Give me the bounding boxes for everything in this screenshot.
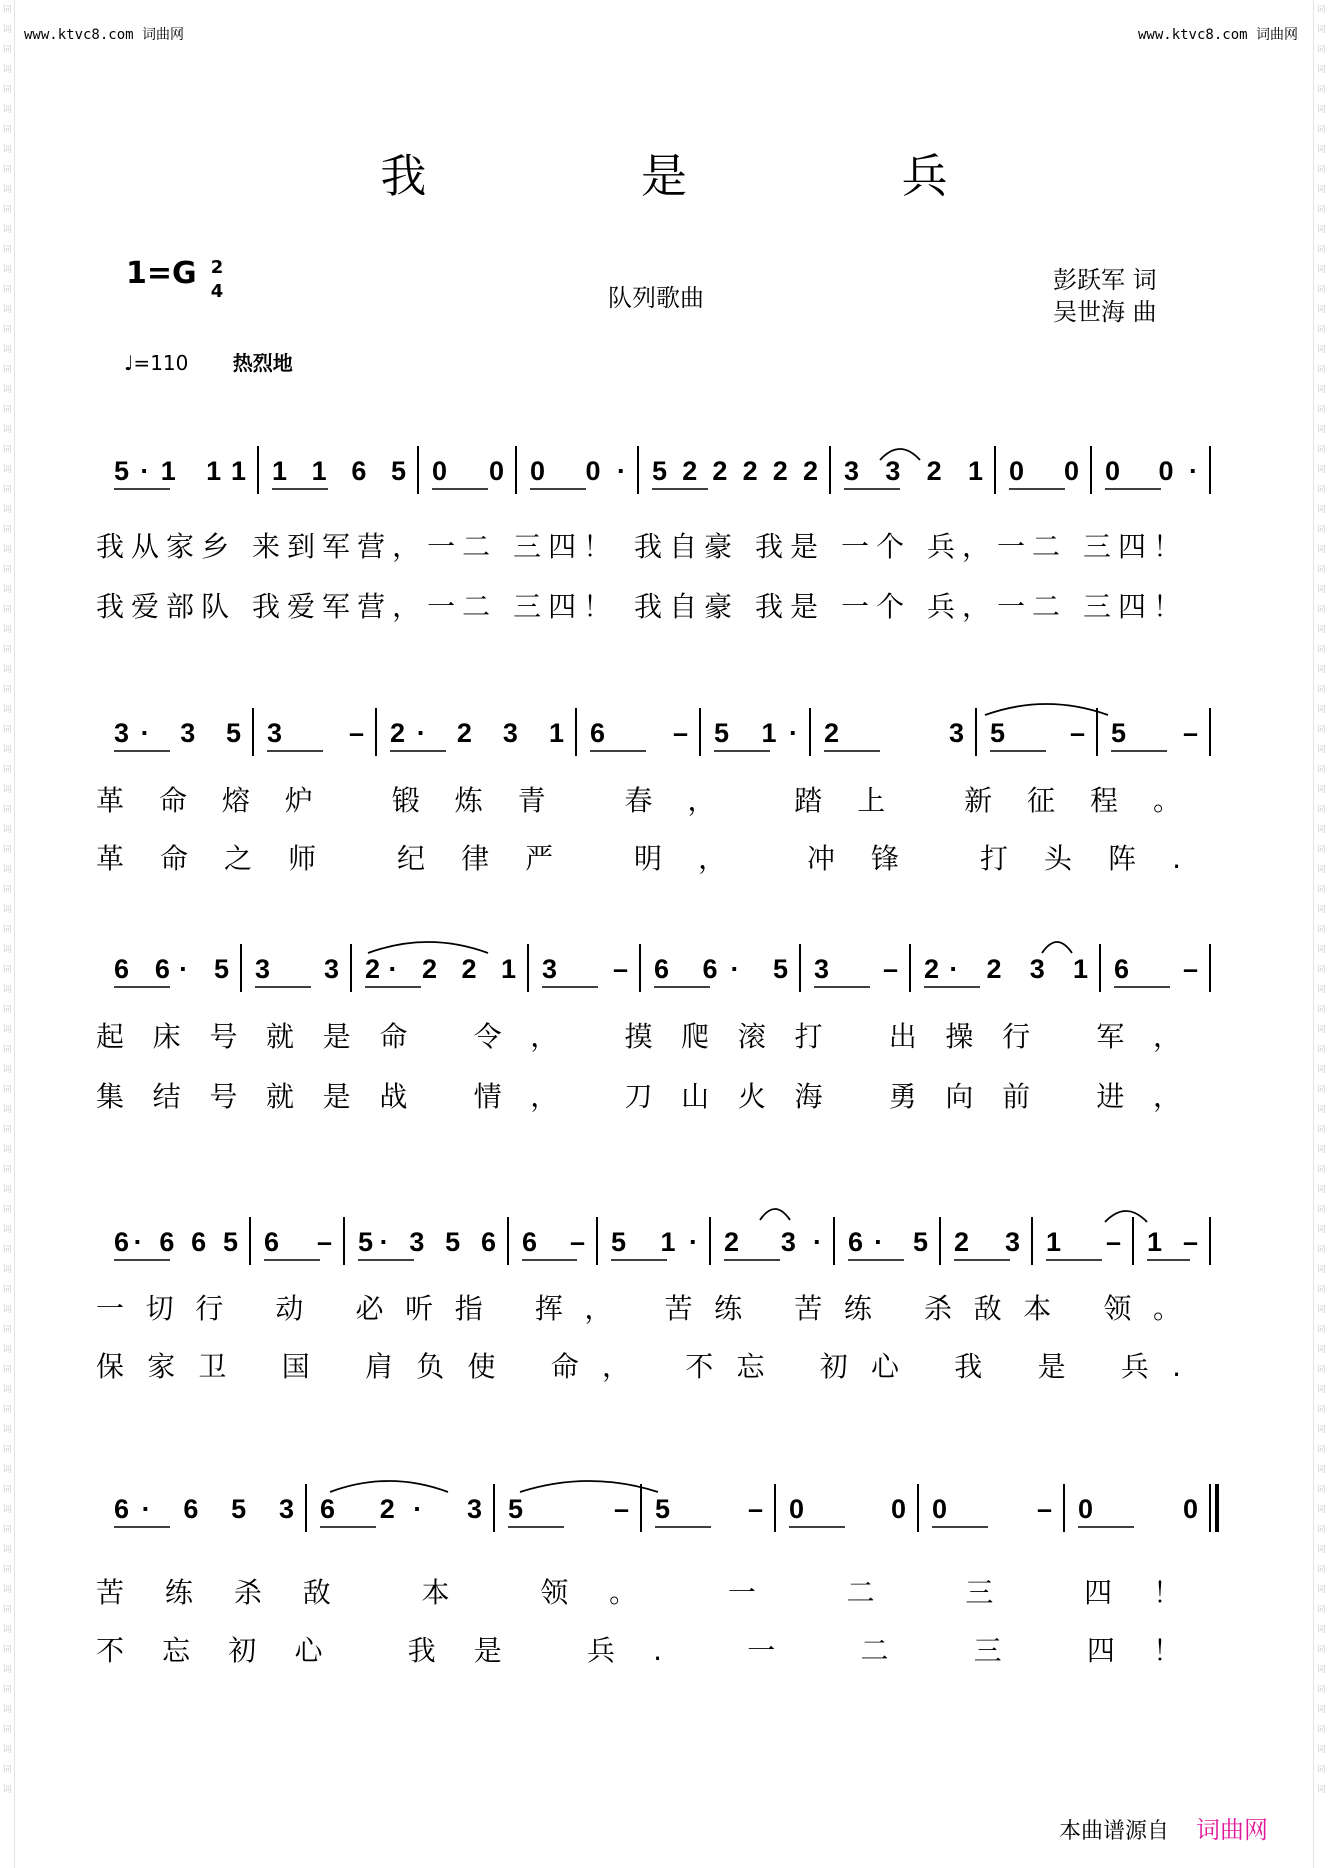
watermark-glyph: 词 (1316, 1285, 1326, 1295)
watermark-glyph: 词 (1316, 245, 1326, 255)
composer: 吴世海 曲 (1053, 298, 1157, 326)
watermark-glyph: 词 (1316, 1545, 1326, 1555)
watermark-glyph: 词 (1316, 1465, 1326, 1475)
watermark-glyph: 词 (2, 365, 12, 375)
measure-notes: 2· 2 2 1 (365, 954, 516, 984)
watermark-glyph: 词 (1316, 865, 1326, 875)
watermark-glyph: 词 (1316, 1165, 1326, 1175)
watermark-glyph: 词 (1316, 825, 1326, 835)
key-signature: 1=G (126, 256, 197, 291)
lyrics-verse-1: 一切行 动 必听指 挥， 苦练 苦练 杀敌本 领。 (96, 1292, 1181, 1325)
watermark-glyph: 词 (1316, 1525, 1326, 1535)
watermark-glyph: 词 (2, 905, 12, 915)
measure-notes: 6· 5 (848, 1227, 928, 1257)
watermark-glyph: 词 (2, 945, 12, 955)
slur (985, 704, 1108, 715)
measure-notes: 1 – (1147, 1227, 1198, 1257)
watermark-glyph: 词 (2, 1285, 12, 1295)
watermark-glyph: 词 (2, 1185, 12, 1195)
watermark-glyph: 词 (2, 105, 12, 115)
watermark-glyph: 词 (1316, 705, 1326, 715)
watermark-glyph: 词 (2, 1365, 12, 1375)
watermark-glyph: 词 (2, 225, 12, 235)
watermark-glyph: 词 (1316, 805, 1326, 815)
measure-notes: 5 – (1111, 718, 1198, 748)
site-label-right[interactable]: www.ktvc8.com 词曲网 (1137, 27, 1298, 43)
watermark-glyph: 词 (1316, 785, 1326, 795)
watermark-glyph: 词 (1316, 1745, 1326, 1755)
measure-notes: 2· 2 3 1 (390, 718, 564, 748)
watermark-glyph: 词 (1316, 305, 1326, 315)
watermark-glyph: 词 (1316, 265, 1326, 275)
watermark-glyph: 词 (2, 1085, 12, 1095)
watermark-glyph: 词 (1316, 485, 1326, 495)
watermark-glyph: 词 (1316, 205, 1326, 215)
measure-notes: 0 0 (1078, 1494, 1198, 1524)
slur (520, 1481, 658, 1492)
watermark-glyph: 词 (1316, 1785, 1326, 1795)
measure-notes: 1 – (1046, 1227, 1121, 1257)
watermark-glyph: 词 (2, 1605, 12, 1615)
watermark-glyph: 词 (2, 645, 12, 655)
measure-notes: 3 – (814, 954, 898, 984)
watermark-glyph: 词 (1316, 325, 1326, 335)
watermark-glyph: 词 (1316, 125, 1326, 135)
measure-notes: 0 – (932, 1494, 1052, 1524)
measure-notes: 3 3 2 1 (844, 456, 983, 486)
watermark-glyph: 词 (1316, 1065, 1326, 1075)
watermark-glyph: 词 (2, 1305, 12, 1315)
watermark-glyph: 词 (2, 205, 12, 215)
watermark-glyph: 词 (2, 125, 12, 135)
watermark-glyph: 词 (2, 185, 12, 195)
watermark-glyph: 词 (1316, 1625, 1326, 1635)
watermark-glyph: 词 (1316, 885, 1326, 895)
watermark-glyph: 词 (1316, 1505, 1326, 1515)
watermark-glyph: 词 (2, 825, 12, 835)
watermark-glyph: 词 (1316, 525, 1326, 535)
watermark-glyph: 词 (1316, 5, 1326, 15)
watermark-glyph: 词 (2, 1445, 12, 1455)
watermark-glyph: 词 (1316, 1305, 1326, 1315)
watermark-glyph: 词 (1316, 625, 1326, 635)
watermark-glyph: 词 (1316, 585, 1326, 595)
measure-notes: 0 0· (530, 456, 626, 486)
watermark-glyph: 词 (1316, 1185, 1326, 1195)
watermark-glyph: 词 (1316, 405, 1326, 415)
watermark-glyph: 词 (2, 725, 12, 735)
watermark-glyph: 词 (1316, 365, 1326, 375)
watermark-glyph: 词 (2, 385, 12, 395)
tempo-value: ♩=110 (124, 351, 189, 375)
lyrics-verse-2: 保家卫 国 肩负使 命， 不忘 初心 我 是 兵. (96, 1350, 1181, 1383)
measure-notes: 0 0 (432, 456, 504, 486)
watermark-glyph: 词 (2, 1645, 12, 1655)
watermark-glyph: 词 (2, 1505, 12, 1515)
watermark-glyph: 词 (1316, 1445, 1326, 1455)
watermark-glyph: 词 (2, 765, 12, 775)
footer-source-label: 本曲谱源自 (1058, 1819, 1169, 1844)
watermark-glyph: 词 (2, 505, 12, 515)
watermark-glyph: 词 (1316, 165, 1326, 175)
watermark-glyph: 词 (2, 485, 12, 495)
watermark-glyph: 词 (2, 1405, 12, 1415)
measure-notes: 6· 6 5 3 (114, 1494, 294, 1524)
lyrics-verse-2: 我爱部队 我爱军营，一二 三四！ 我自豪 我是 一个 兵，一二 三四！ (96, 590, 1182, 623)
watermark-glyph: 词 (1316, 1565, 1326, 1575)
watermark-glyph: 词 (2, 585, 12, 595)
watermark-glyph: 词 (1316, 745, 1326, 755)
watermark-glyph: 词 (2, 25, 12, 35)
watermark-glyph: 词 (1316, 105, 1326, 115)
watermark-glyph: 词 (2, 345, 12, 355)
watermark-glyph: 词 (2, 1545, 12, 1555)
slur (368, 942, 488, 953)
watermark-glyph: 词 (2, 705, 12, 715)
watermark-glyph: 词 (2, 1145, 12, 1155)
watermark-glyph: 词 (2, 1745, 12, 1755)
watermark-glyph: 词 (1316, 385, 1326, 395)
measure-notes: 6 – (522, 1227, 585, 1257)
measure-notes: 2 3· (724, 1227, 822, 1257)
slur (760, 1209, 790, 1220)
measure-notes: 5 2 2 2 2 2 (652, 456, 818, 486)
measure-notes: 6 – (1114, 954, 1198, 984)
watermark-glyph: 词 (1316, 645, 1326, 655)
footer-brand[interactable]: 词曲网 (1196, 1816, 1268, 1844)
watermark-glyph: 词 (1316, 725, 1326, 735)
watermark-glyph: 词 (1316, 345, 1326, 355)
watermark-glyph: 词 (1316, 185, 1326, 195)
measure-notes: 3 3 (255, 954, 339, 984)
watermark-glyph: 词 (1316, 1405, 1326, 1415)
watermark-glyph: 词 (2, 5, 12, 15)
watermark-glyph: 词 (2, 865, 12, 875)
measure-notes: 3 – (267, 718, 364, 748)
slur (1042, 942, 1072, 953)
time-signature-bottom: 4 (210, 281, 224, 302)
watermark-glyph: 词 (1316, 605, 1326, 615)
measure-notes: 6 2· 3 (320, 1494, 482, 1524)
watermark-glyph: 词 (1316, 1765, 1326, 1775)
watermark-glyph: 词 (2, 1225, 12, 1235)
watermark-glyph: 词 (1316, 1245, 1326, 1255)
watermark-glyph: 词 (2, 1105, 12, 1115)
watermark-glyph: 词 (1316, 1485, 1326, 1495)
watermark-glyph: 词 (2, 525, 12, 535)
watermark-glyph: 词 (1316, 845, 1326, 855)
watermark-glyph: 词 (1316, 565, 1326, 575)
lyrics-verse-2: 革命之师 纪律严 明， 冲锋 打头阵. (96, 842, 1181, 875)
watermark-glyph: 词 (2, 1485, 12, 1495)
watermark-glyph: 词 (1316, 1645, 1326, 1655)
watermark-glyph: 词 (1316, 25, 1326, 35)
lyrics-verse-2: 集结号就是战 情， 刀山火海 勇向前 进， (96, 1080, 1181, 1113)
measure-notes: 2 3 (824, 718, 964, 748)
watermark-glyph: 词 (2, 1165, 12, 1175)
measure-notes: 3· 3 5 (114, 718, 241, 748)
watermark-glyph: 词 (1316, 1045, 1326, 1055)
watermark-glyph: 词 (2, 805, 12, 815)
watermark-glyph: 词 (2, 1765, 12, 1775)
watermark-glyph: 词 (2, 45, 12, 55)
watermark-glyph: 词 (2, 1025, 12, 1035)
watermark-glyph: 词 (2, 1265, 12, 1275)
measure-notes: 5 – (508, 1494, 629, 1524)
lyrics-verse-1: 苦练杀敌 本 领。 一 二 三 四！ (96, 1576, 1181, 1609)
watermark-glyph: 词 (2, 565, 12, 575)
watermark-glyph: 词 (2, 1005, 12, 1015)
watermark-glyph: 词 (2, 245, 12, 255)
watermark-glyph: 词 (2, 1245, 12, 1255)
watermark-glyph: 词 (1316, 425, 1326, 435)
measure-notes: 5 – (990, 718, 1085, 748)
watermark-glyph: 词 (2, 165, 12, 175)
watermark-glyph: 词 (1316, 145, 1326, 155)
watermark-glyph: 词 (2, 1065, 12, 1075)
lyrics-verse-2: 不忘初心 我是 兵. 一 二 三 四！ (96, 1634, 1181, 1667)
watermark-glyph: 词 (2, 545, 12, 555)
footer-source (1059, 1810, 1268, 1845)
watermark-glyph: 词 (1316, 1365, 1326, 1375)
watermark-glyph: 词 (2, 1565, 12, 1575)
slur (330, 1481, 448, 1492)
watermark-glyph: 词 (1316, 1265, 1326, 1275)
watermark-glyph: 词 (1316, 1685, 1326, 1695)
watermark-glyph: 词 (2, 1725, 12, 1735)
watermark-glyph: 词 (2, 1465, 12, 1475)
song-title: 我 是 兵 (380, 149, 1048, 203)
measure-notes: 2 3 (954, 1227, 1020, 1257)
watermark-glyph: 词 (1316, 985, 1326, 995)
watermark-glyph: 词 (2, 1525, 12, 1535)
watermark-glyph: 词 (2, 1125, 12, 1135)
watermark-glyph: 词 (2, 1665, 12, 1675)
measure-notes: 3 – (542, 954, 628, 984)
watermark-glyph: 词 (1316, 1585, 1326, 1595)
measure-notes: 6 6· 5 (654, 954, 788, 984)
watermark-glyph: 词 (1316, 965, 1326, 975)
measure-notes: 2· 2 3 1 (924, 954, 1088, 984)
watermark-glyph: 词 (1316, 765, 1326, 775)
watermark-glyph: 词 (2, 685, 12, 695)
watermark-glyph: 词 (1316, 85, 1326, 95)
watermark-glyph: 词 (1316, 465, 1326, 475)
measure-notes: 5 – (655, 1494, 763, 1524)
measure-notes: 5·1 11 (114, 456, 246, 486)
watermark-glyph: 词 (2, 925, 12, 935)
mood-marking: 热烈地 (232, 351, 293, 375)
watermark-glyph: 词 (2, 325, 12, 335)
watermark-glyph: 词 (1316, 905, 1326, 915)
watermark-glyph: 词 (1316, 1725, 1326, 1735)
watermark-glyph: 词 (1316, 685, 1326, 695)
watermark-glyph: 词 (2, 445, 12, 455)
watermark-glyph: 词 (2, 965, 12, 975)
time-signature-top: 2 (210, 257, 224, 278)
watermark-glyph: 词 (1316, 1425, 1326, 1435)
watermark-glyph: 词 (1316, 1225, 1326, 1235)
song-style: 队列歌曲 (608, 284, 704, 312)
watermark-glyph: 词 (2, 65, 12, 75)
watermark-glyph: 词 (1316, 1105, 1326, 1115)
slur (1105, 1211, 1147, 1222)
watermark-glyph: 词 (2, 285, 12, 295)
watermark-glyph: 词 (1316, 45, 1326, 55)
measure-notes: 0 0 (789, 1494, 906, 1524)
watermark-glyph: 词 (1316, 1005, 1326, 1015)
lyrics-verse-1: 起床号就是命 令， 摸爬滚打 出操行 军， (96, 1020, 1181, 1053)
measure-notes: 6 – (590, 718, 688, 748)
site-label-left[interactable]: www.ktvc8.com 词曲网 (24, 27, 185, 43)
watermark-glyph: 词 (2, 1625, 12, 1635)
watermark-glyph: 词 (2, 785, 12, 795)
watermark-glyph: 词 (2, 145, 12, 155)
watermark-glyph: 词 (2, 845, 12, 855)
lyricist: 彭跃军 词 (1053, 266, 1157, 294)
watermark-glyph: 词 (2, 425, 12, 435)
watermark-glyph: 词 (2, 1705, 12, 1715)
watermark-glyph: 词 (1316, 1125, 1326, 1135)
watermark-glyph: 词 (2, 1385, 12, 1395)
watermark-glyph: 词 (2, 1205, 12, 1215)
watermark-glyph: 词 (1316, 505, 1326, 515)
watermark-glyph: 词 (1316, 1665, 1326, 1675)
watermark-glyph: 词 (1316, 1705, 1326, 1715)
watermark-glyph: 词 (2, 625, 12, 635)
watermark-glyph: 词 (2, 405, 12, 415)
watermark-glyph: 词 (2, 1685, 12, 1695)
watermark-glyph: 词 (1316, 925, 1326, 935)
watermark-glyph: 词 (2, 1785, 12, 1795)
watermark-glyph: 词 (1316, 1205, 1326, 1215)
watermark-glyph: 词 (1316, 1605, 1326, 1615)
watermark-glyph: 词 (1316, 1345, 1326, 1355)
watermark-glyph: 词 (1316, 1025, 1326, 1035)
watermark-glyph: 词 (1316, 1085, 1326, 1095)
measure-notes: 0 0· (1105, 456, 1198, 486)
watermark-glyph: 词 (2, 1585, 12, 1595)
watermark-glyph: 词 (1316, 545, 1326, 555)
measure-notes: 5 1· (714, 718, 798, 748)
measure-notes: 6 6· 5 (114, 954, 229, 984)
watermark-glyph: 词 (2, 745, 12, 755)
watermark-glyph: 词 (1316, 1325, 1326, 1335)
watermark-glyph: 词 (1316, 285, 1326, 295)
watermark-glyph: 词 (2, 885, 12, 895)
watermark-glyph: 词 (2, 85, 12, 95)
watermark-glyph: 词 (2, 605, 12, 615)
watermark-glyph: 词 (1316, 945, 1326, 955)
watermark-glyph: 词 (2, 985, 12, 995)
watermark-glyph: 词 (1316, 1145, 1326, 1155)
measure-notes: 1 1 6 5 (272, 456, 406, 486)
lyrics-verse-1: 我从家乡 来到军营，一二 三四！ 我自豪 我是 一个 兵，一二 三四！ (96, 530, 1182, 563)
watermark-glyph: 词 (2, 1345, 12, 1355)
measure-notes: 6· 6 6 5 (114, 1227, 238, 1257)
watermark-glyph: 词 (1316, 65, 1326, 75)
measure-notes: 5· 3 5 6 (358, 1227, 496, 1257)
watermark-glyph: 词 (1316, 225, 1326, 235)
measure-notes: 0 0 (1009, 456, 1079, 486)
watermark-glyph: 词 (1316, 1385, 1326, 1395)
watermark-glyph: 词 (2, 305, 12, 315)
measure-notes: 5 1· (611, 1227, 698, 1257)
lyrics-verse-1: 革命熔炉 锻炼青 春， 踏上 新征程。 (96, 784, 1182, 817)
watermark-glyph: 词 (2, 1045, 12, 1055)
watermark-glyph: 词 (1316, 665, 1326, 675)
watermark-glyph: 词 (2, 1425, 12, 1435)
watermark-glyph: 词 (2, 265, 12, 275)
watermark-glyph: 词 (1316, 445, 1326, 455)
measure-notes: 6 – (264, 1227, 332, 1257)
watermark-glyph: 词 (2, 1325, 12, 1335)
watermark-glyph: 词 (2, 665, 12, 675)
watermark-glyph: 词 (2, 465, 12, 475)
